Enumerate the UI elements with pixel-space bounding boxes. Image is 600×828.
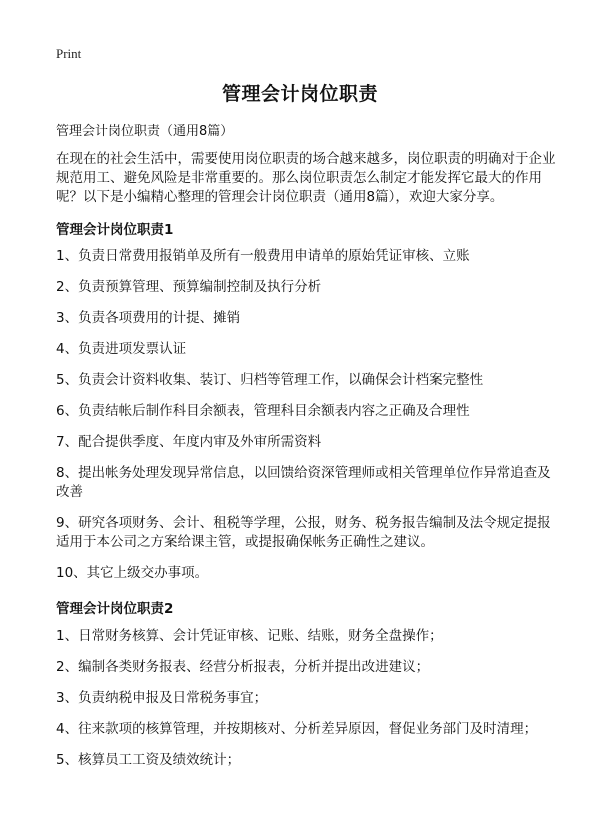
list-item: 1、负责日常费用报销单及所有一般费用申请单的原始凭证审核、立账 xyxy=(56,248,470,264)
list-item: 8、提出帐务处理发现异常信息，以回馈给资深管理师或相关管理单位作异常追查及改善 xyxy=(56,465,551,500)
page-title: 管理会计岗位职责 xyxy=(221,83,378,105)
list-item: 2、负责预算管理、预算编制控制及执行分析 xyxy=(56,279,322,295)
list-item: 6、负责结帐后制作科目余额表，管理科目余额表内容之正确及合理性 xyxy=(56,403,470,419)
list-item: 7、配合提供季度、年度内审及外审所需资料 xyxy=(56,434,322,450)
list-item: 3、负责纳税申报及日常税务事宜； xyxy=(56,690,268,706)
print-link[interactable]: Print xyxy=(56,46,82,61)
section-heading-1: 管理会计岗位职责1 xyxy=(56,222,174,238)
list-item: 5、负责会计资料收集、装订、归档等管理工作，以确保会计档案完整性 xyxy=(56,372,484,388)
list-item: 4、往来款项的核算管理，并按期核对、分析差异原因，督促业务部门及时清理； xyxy=(56,721,538,737)
document-subtitle: 管理会计岗位职责（通用8篇） xyxy=(56,124,234,139)
intro-paragraph: 在现在的社会生活中，需要使用岗位职责的场合越来越多，岗位职责的明确对于企业规范用工、避免风险是非常重要的。那么岗位职责怎么制定才能发挥它最大的作用呢？以下是小编精心整理的管理会计岗位职责（通用8篇），欢迎大家分享。 xyxy=(56,151,556,205)
list-item: 4、负责进项发票认证 xyxy=(56,341,187,357)
list-item: 9、研究各项财务、会计、租税等学理，公报，财务、税务报告编制及法令规定提报适用于本公司之方案给课主管，或提报确保帐务正确性之建议。 xyxy=(56,515,551,550)
list-item: 5、核算员工工资及绩效统计； xyxy=(56,752,241,768)
list-item: 3、负责各项费用的计提、摊销 xyxy=(56,310,241,326)
list-item: 10、其它上级交办事项。 xyxy=(56,565,209,581)
section-heading-2: 管理会计岗位职责2 xyxy=(56,601,174,617)
list-item: 1、日常财务核算、会计凭证审核、记账、结账，财务全盘操作； xyxy=(56,628,443,644)
list-item: 2、编制各类财务报表、经营分析报表，分析并提出改进建议； xyxy=(56,659,430,675)
